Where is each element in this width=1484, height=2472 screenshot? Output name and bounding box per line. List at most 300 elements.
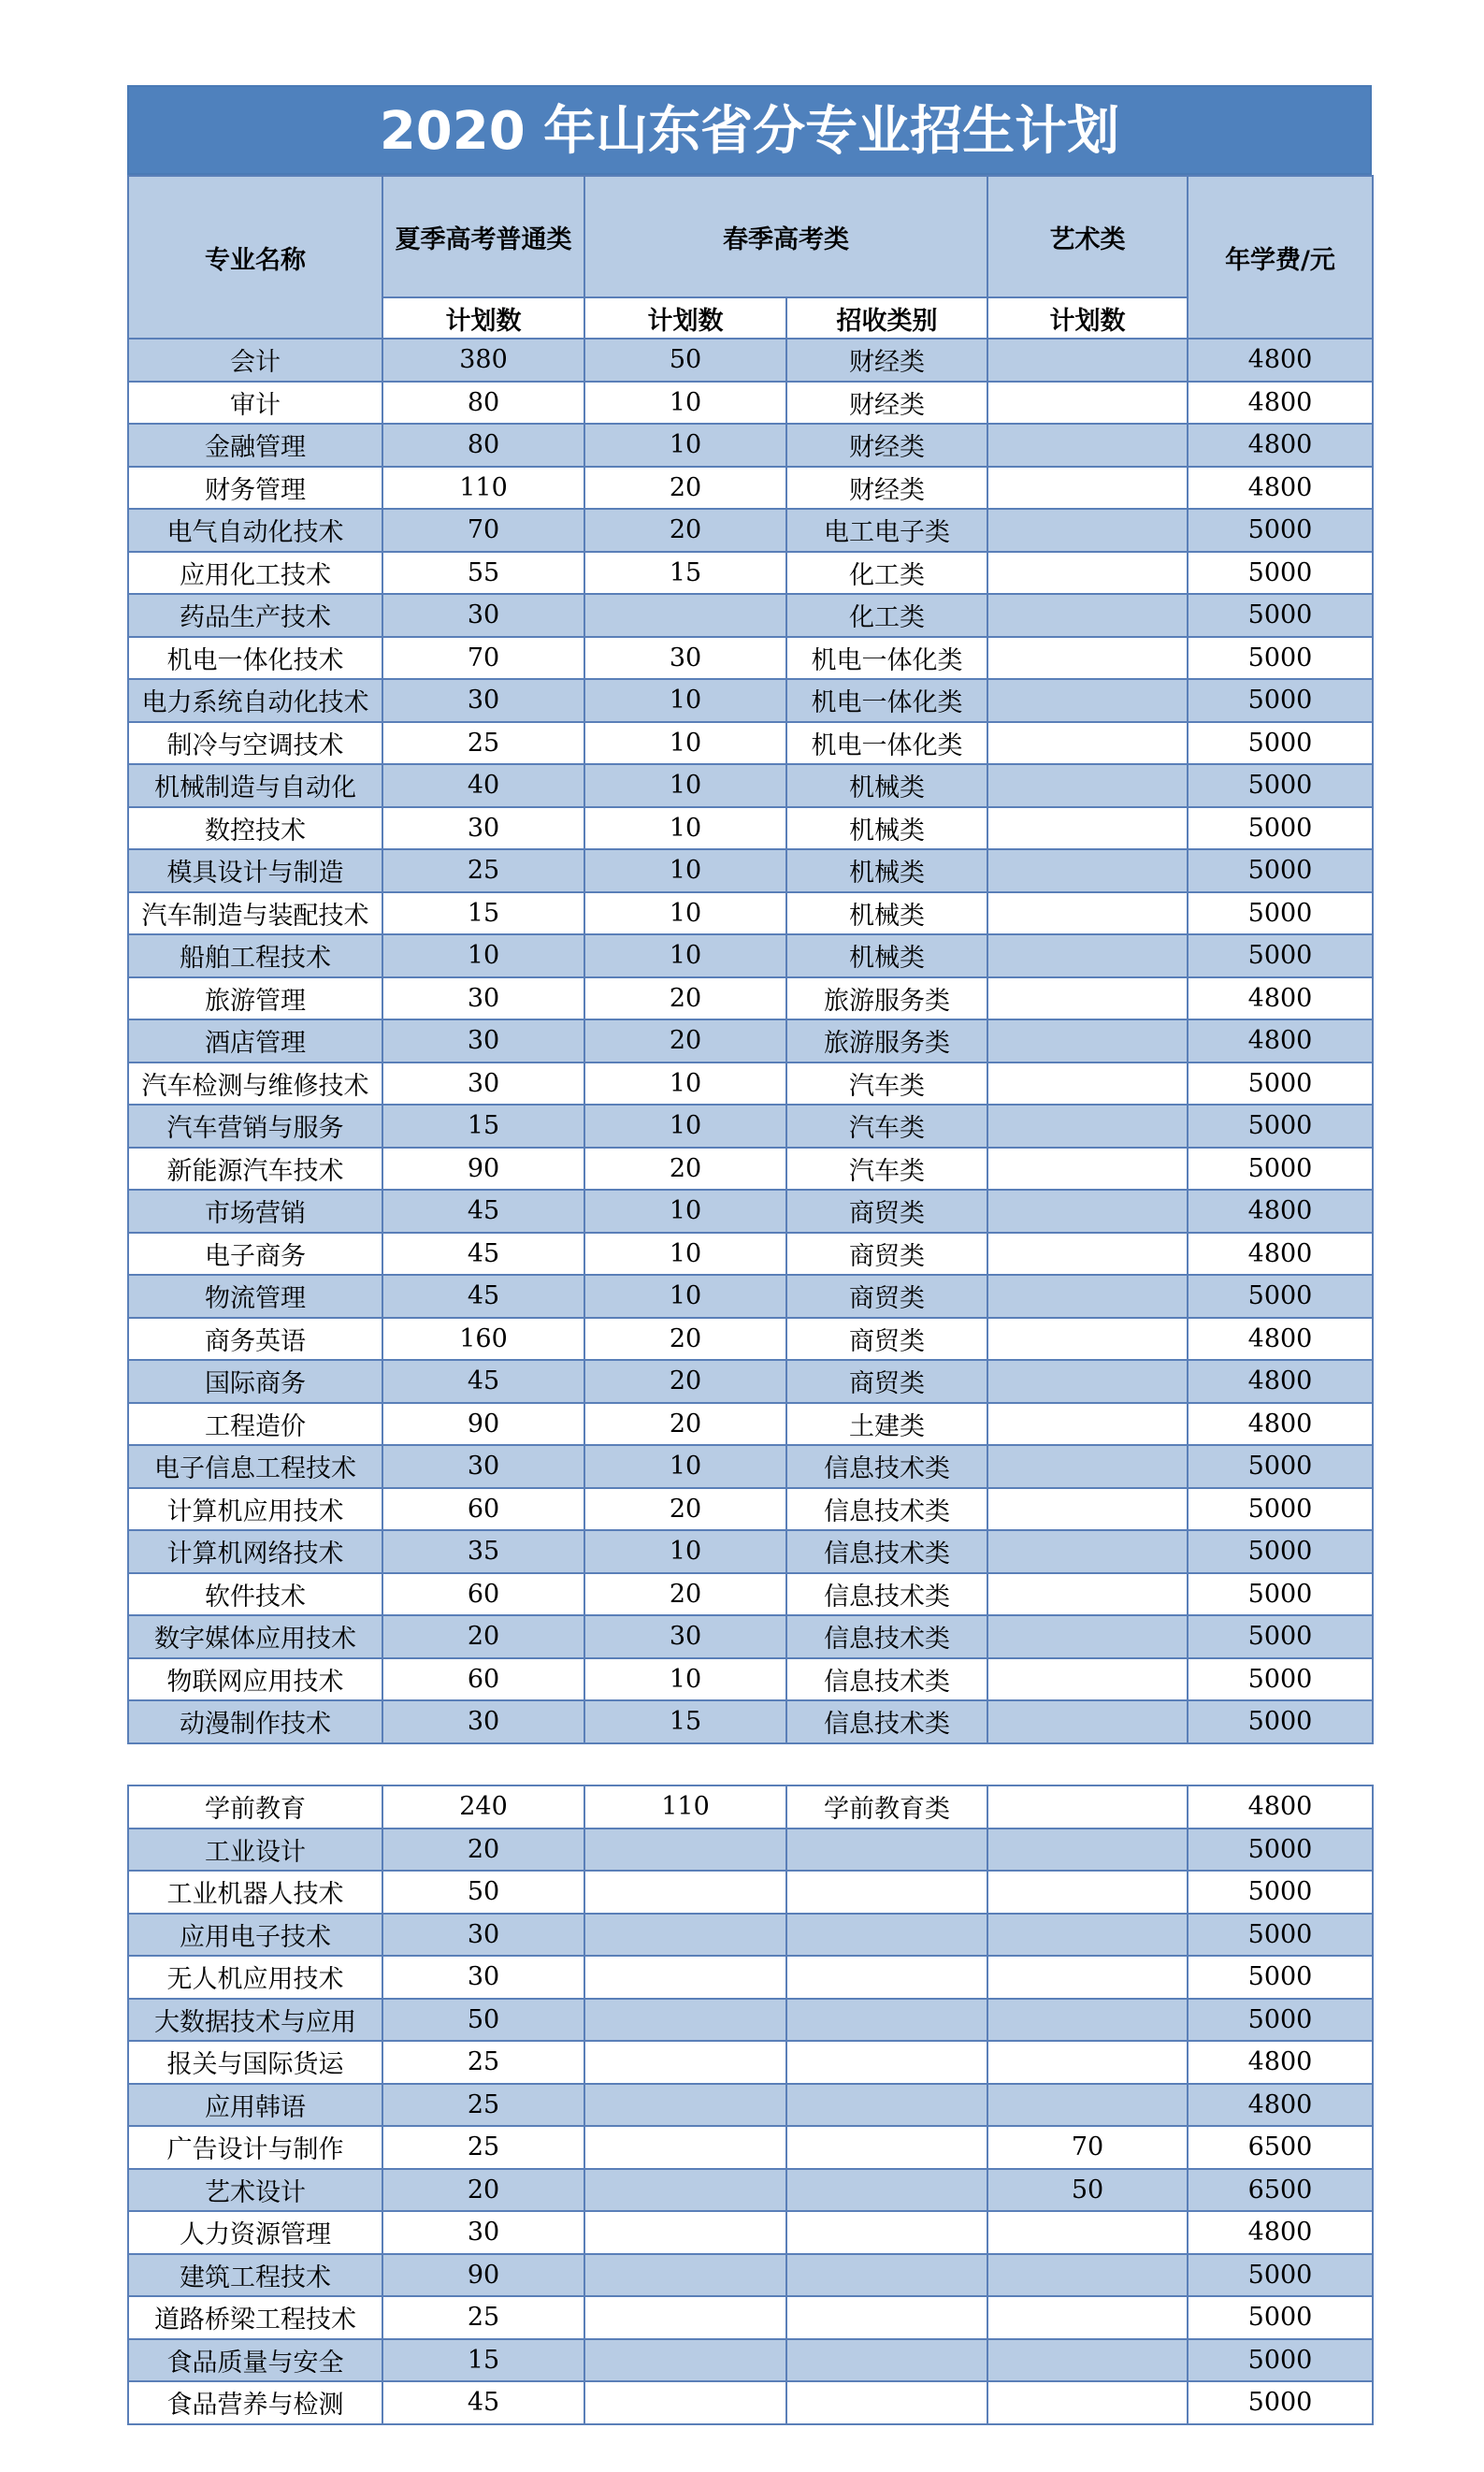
table-row [128, 1360, 1373, 1403]
major-cell: 食品质量与安全 [128, 2339, 382, 2382]
table-row [128, 1190, 1373, 1233]
summer-plan-cell: 110 [382, 467, 584, 510]
art-plan-cell [987, 2254, 1188, 2297]
summer-plan-cell: 60 [382, 1573, 584, 1616]
fee-cell: 4800 [1188, 382, 1373, 425]
fee-cell: 5000 [1188, 2296, 1373, 2339]
table-row [128, 594, 1373, 637]
table-row [128, 2126, 1373, 2169]
spring-category-cell: 机械类 [786, 764, 987, 807]
art-plan-cell [987, 509, 1188, 552]
spring-category-cell [786, 2084, 987, 2127]
fee-cell: 5000 [1188, 1914, 1373, 1957]
spring-category-cell [786, 1956, 987, 1999]
table-row [128, 1105, 1373, 1148]
major-cell: 工业设计 [128, 1829, 382, 1872]
fee-cell: 5000 [1188, 934, 1373, 977]
major-cell: 人力资源管理 [128, 2211, 382, 2254]
art-plan-cell [987, 1019, 1188, 1063]
spring-plan-cell: 10 [584, 1190, 786, 1233]
spring-category-cell [786, 1999, 987, 2042]
spring-category-cell: 商贸类 [786, 1275, 987, 1318]
spring-plan-cell: 20 [584, 1488, 786, 1531]
table-row [128, 2339, 1373, 2382]
table-row [128, 637, 1373, 680]
spring-category-cell [786, 2254, 987, 2297]
fee-cell: 5000 [1188, 892, 1373, 935]
major-cell: 报关与国际货运 [128, 2041, 382, 2084]
spring-plan-cell: 10 [584, 1233, 786, 1276]
art-plan-cell [987, 2381, 1188, 2424]
table-row [128, 1658, 1373, 1701]
spring-category-cell: 信息技术类 [786, 1700, 987, 1743]
summer-plan-cell: 80 [382, 424, 584, 467]
section-gap [128, 1743, 1373, 1786]
fee-cell: 4800 [1188, 977, 1373, 1020]
spring-category-cell [786, 2339, 987, 2382]
major-cell: 食品营养与检测 [128, 2381, 382, 2424]
table-row [128, 1063, 1373, 1106]
summer-plan-cell: 90 [382, 1403, 584, 1446]
art-plan-cell [987, 1445, 1188, 1488]
summer-plan-cell: 30 [382, 1914, 584, 1957]
spring-plan-cell: 50 [584, 339, 786, 382]
summer-plan-cell: 40 [382, 764, 584, 807]
summer-plan-cell: 20 [382, 1829, 584, 1872]
table-row [128, 1233, 1373, 1276]
summer-plan-cell: 30 [382, 2211, 584, 2254]
fee-cell: 5000 [1188, 1615, 1373, 1658]
art-plan-cell [987, 1785, 1188, 1829]
summer-plan-cell: 20 [382, 1615, 584, 1658]
art-plan-cell [987, 2211, 1188, 2254]
summer-plan-cell: 30 [382, 1956, 584, 1999]
fee-cell: 6500 [1188, 2169, 1373, 2212]
fee-cell: 5000 [1188, 1700, 1373, 1743]
major-cell: 制冷与空调技术 [128, 722, 382, 765]
major-cell: 会计 [128, 339, 382, 382]
art-plan-cell [987, 1999, 1188, 2042]
spring-plan-cell: 20 [584, 1318, 786, 1361]
major-cell: 建筑工程技术 [128, 2254, 382, 2297]
major-cell: 机械制造与自动化 [128, 764, 382, 807]
summer-plan-cell: 25 [382, 2084, 584, 2127]
art-plan-cell [987, 594, 1188, 637]
major-cell: 汽车制造与装配技术 [128, 892, 382, 935]
art-plan-cell [987, 722, 1188, 765]
spring-category-cell: 商贸类 [786, 1190, 987, 1233]
table-row [128, 1615, 1373, 1658]
major-cell: 电力系统自动化技术 [128, 679, 382, 722]
art-plan-cell [987, 339, 1188, 382]
summer-plan-cell: 30 [382, 679, 584, 722]
summer-plan-cell: 80 [382, 382, 584, 425]
enrollment-sheet [127, 85, 1372, 2425]
spring-category-cell [786, 2211, 987, 2254]
fee-cell: 5000 [1188, 849, 1373, 892]
major-cell: 商务英语 [128, 1318, 382, 1361]
art-plan-cell [987, 1275, 1188, 1318]
enrollment-table [127, 175, 1374, 2425]
fee-cell: 4800 [1188, 2084, 1373, 2127]
major-cell: 学前教育 [128, 1785, 382, 1829]
summer-plan-cell: 45 [382, 1275, 584, 1318]
art-plan-cell [987, 807, 1188, 850]
summer-plan-cell: 25 [382, 2041, 584, 2084]
table-row [128, 382, 1373, 425]
spring-plan-cell: 10 [584, 722, 786, 765]
section-gap-cell [128, 1743, 1373, 1786]
major-cell: 动漫制作技术 [128, 1700, 382, 1743]
art-plan-header: 计划数 [987, 297, 1188, 339]
spring-plan-cell [584, 2169, 786, 2212]
table-row [128, 2296, 1373, 2339]
art-plan-cell [987, 1658, 1188, 1701]
major-cell: 审计 [128, 382, 382, 425]
fee-cell: 5000 [1188, 552, 1373, 595]
summer-plan-cell: 15 [382, 1105, 584, 1148]
major-cell: 金融管理 [128, 424, 382, 467]
table-row [128, 509, 1373, 552]
art-plan-cell [987, 637, 1188, 680]
table-row [128, 1148, 1373, 1191]
spring-category-cell: 商贸类 [786, 1318, 987, 1361]
spring-category-cell [786, 1914, 987, 1957]
spring-category-cell: 信息技术类 [786, 1530, 987, 1573]
spring-category-cell: 财经类 [786, 339, 987, 382]
fee-cell: 5000 [1188, 594, 1373, 637]
spring-category-cell: 机电一体化类 [786, 722, 987, 765]
art-plan-cell [987, 977, 1188, 1020]
art-plan-cell [987, 892, 1188, 935]
art-plan-cell [987, 1914, 1188, 1957]
spring-plan-cell [584, 1829, 786, 1872]
table-row [128, 1019, 1373, 1063]
spring-plan-cell [584, 2254, 786, 2297]
table-row [128, 467, 1373, 510]
table-row [128, 1829, 1373, 1872]
spring-plan-cell: 30 [584, 1615, 786, 1658]
fee-cell: 5000 [1188, 1829, 1373, 1872]
col-fee-header: 年学费/元 [1188, 176, 1373, 339]
spring-plan-cell: 10 [584, 424, 786, 467]
major-cell: 工程造价 [128, 1403, 382, 1446]
spring-category-cell: 商贸类 [786, 1233, 987, 1276]
spring-category-cell: 信息技术类 [786, 1615, 987, 1658]
art-plan-cell [987, 1530, 1188, 1573]
spring-plan-cell: 10 [584, 1105, 786, 1148]
major-cell: 模具设计与制造 [128, 849, 382, 892]
summer-plan-cell: 15 [382, 892, 584, 935]
summer-plan-cell: 45 [382, 1360, 584, 1403]
table-row [128, 1530, 1373, 1573]
art-plan-cell [987, 1573, 1188, 1616]
summer-plan-cell: 30 [382, 977, 584, 1020]
spring-plan-cell [584, 1956, 786, 1999]
art-plan-cell [987, 1700, 1188, 1743]
major-cell: 酒店管理 [128, 1019, 382, 1063]
spring-category-header: 招收类别 [786, 297, 987, 339]
spring-plan-cell: 20 [584, 1360, 786, 1403]
summer-plan-cell: 60 [382, 1658, 584, 1701]
fee-cell: 5000 [1188, 1105, 1373, 1148]
spring-plan-cell: 10 [584, 849, 786, 892]
fee-cell: 4800 [1188, 467, 1373, 510]
table-row [128, 977, 1373, 1020]
art-plan-cell [987, 1105, 1188, 1148]
fee-cell: 5000 [1188, 1871, 1373, 1914]
table-row [128, 1445, 1373, 1488]
table-body [128, 339, 1373, 2424]
summer-plan-cell: 30 [382, 594, 584, 637]
summer-plan-cell: 45 [382, 2381, 584, 2424]
major-cell: 电子商务 [128, 1233, 382, 1276]
spring-category-cell: 汽车类 [786, 1148, 987, 1191]
fee-cell: 4800 [1188, 1019, 1373, 1063]
table-row [128, 764, 1373, 807]
table-row [128, 1956, 1373, 1999]
spring-plan-cell: 10 [584, 807, 786, 850]
major-cell: 应用韩语 [128, 2084, 382, 2127]
fee-cell: 4800 [1188, 1785, 1373, 1829]
major-cell: 物流管理 [128, 1275, 382, 1318]
spring-plan-cell: 20 [584, 467, 786, 510]
art-plan-cell [987, 1829, 1188, 1872]
fee-cell: 5000 [1188, 1275, 1373, 1318]
spring-category-cell: 信息技术类 [786, 1658, 987, 1701]
art-plan-cell [987, 2296, 1188, 2339]
art-plan-cell [987, 1871, 1188, 1914]
summer-plan-cell: 25 [382, 849, 584, 892]
summer-plan-cell: 30 [382, 1700, 584, 1743]
major-cell: 无人机应用技术 [128, 1956, 382, 1999]
art-plan-cell [987, 764, 1188, 807]
summer-plan-cell: 90 [382, 2254, 584, 2297]
art-plan-cell [987, 1488, 1188, 1531]
art-plan-cell: 70 [987, 2126, 1188, 2169]
spring-category-cell: 电工电子类 [786, 509, 987, 552]
spring-plan-cell: 20 [584, 977, 786, 1020]
table-row [128, 849, 1373, 892]
spring-category-cell [786, 2126, 987, 2169]
art-plan-cell [987, 552, 1188, 595]
spring-category-cell: 旅游服务类 [786, 977, 987, 1020]
spring-plan-cell [584, 1871, 786, 1914]
art-plan-cell [987, 1360, 1188, 1403]
table-row [128, 2084, 1373, 2127]
spring-category-cell: 机电一体化类 [786, 679, 987, 722]
major-cell: 计算机网络技术 [128, 1530, 382, 1573]
art-plan-cell [987, 2041, 1188, 2084]
spring-plan-cell [584, 1914, 786, 1957]
spring-plan-header: 计划数 [584, 297, 786, 339]
summer-plan-cell: 20 [382, 2169, 584, 2212]
table-row [128, 552, 1373, 595]
spring-category-cell: 机械类 [786, 892, 987, 935]
fee-cell: 4800 [1188, 1233, 1373, 1276]
table-row [128, 424, 1373, 467]
table-row [128, 339, 1373, 382]
art-plan-cell [987, 1148, 1188, 1191]
fee-cell: 5000 [1188, 509, 1373, 552]
spring-plan-cell: 15 [584, 552, 786, 595]
major-cell: 新能源汽车技术 [128, 1148, 382, 1191]
spring-plan-cell: 30 [584, 637, 786, 680]
page-title: 2020 年山东省分专业招生计划 [127, 85, 1372, 175]
spring-category-cell: 财经类 [786, 382, 987, 425]
major-cell: 道路桥梁工程技术 [128, 2296, 382, 2339]
table-row [128, 722, 1373, 765]
fee-cell: 5000 [1188, 807, 1373, 850]
table-row [128, 1914, 1373, 1957]
art-plan-cell [987, 1403, 1188, 1446]
spring-plan-cell [584, 2381, 786, 2424]
summer-plan-cell: 70 [382, 509, 584, 552]
art-plan-cell [987, 2084, 1188, 2127]
summer-plan-cell: 45 [382, 1233, 584, 1276]
table-row [128, 1573, 1373, 1616]
table-row [128, 1275, 1373, 1318]
summer-plan-cell: 50 [382, 1999, 584, 2042]
spring-plan-cell: 10 [584, 1445, 786, 1488]
spring-plan-cell: 10 [584, 382, 786, 425]
spring-plan-cell [584, 2296, 786, 2339]
major-cell: 工业机器人技术 [128, 1871, 382, 1914]
summer-plan-cell: 380 [382, 339, 584, 382]
fee-cell: 4800 [1188, 2211, 1373, 2254]
summer-plan-cell: 25 [382, 2126, 584, 2169]
spring-plan-cell: 20 [584, 1573, 786, 1616]
fee-cell: 5000 [1188, 722, 1373, 765]
fee-cell: 5000 [1188, 1148, 1373, 1191]
art-plan-cell [987, 1956, 1188, 1999]
table-row [128, 807, 1373, 850]
spring-category-cell: 信息技术类 [786, 1488, 987, 1531]
art-plan-cell: 50 [987, 2169, 1188, 2212]
major-cell: 电气自动化技术 [128, 509, 382, 552]
spring-plan-cell: 10 [584, 1530, 786, 1573]
summer-plan-cell: 70 [382, 637, 584, 680]
fee-cell: 5000 [1188, 2339, 1373, 2382]
spring-plan-cell [584, 2041, 786, 2084]
major-cell: 数字媒体应用技术 [128, 1615, 382, 1658]
table-row [128, 1871, 1373, 1914]
fee-cell: 5000 [1188, 679, 1373, 722]
fee-cell: 5000 [1188, 1063, 1373, 1106]
spring-plan-cell: 20 [584, 1403, 786, 1446]
major-cell: 计算机应用技术 [128, 1488, 382, 1531]
fee-cell: 5000 [1188, 1999, 1373, 2042]
spring-category-cell: 学前教育类 [786, 1785, 987, 1829]
summer-plan-cell: 30 [382, 807, 584, 850]
art-plan-cell [987, 934, 1188, 977]
spring-category-cell: 财经类 [786, 467, 987, 510]
fee-cell: 4800 [1188, 1318, 1373, 1361]
spring-plan-cell [584, 2211, 786, 2254]
summer-plan-cell: 50 [382, 1871, 584, 1914]
table-row [128, 934, 1373, 977]
art-plan-cell [987, 382, 1188, 425]
summer-plan-cell: 30 [382, 1019, 584, 1063]
spring-category-cell [786, 2381, 987, 2424]
spring-category-cell [786, 1871, 987, 1914]
spring-plan-cell [584, 2339, 786, 2382]
summer-plan-cell: 25 [382, 722, 584, 765]
art-plan-cell [987, 1615, 1188, 1658]
spring-category-cell: 机电一体化类 [786, 637, 987, 680]
art-plan-cell [987, 1190, 1188, 1233]
major-cell: 国际商务 [128, 1360, 382, 1403]
summer-plan-cell: 15 [382, 2339, 584, 2382]
spring-plan-cell: 10 [584, 1063, 786, 1106]
fee-cell: 4800 [1188, 1403, 1373, 1446]
fee-cell: 5000 [1188, 764, 1373, 807]
summer-plan-cell: 10 [382, 934, 584, 977]
spring-plan-cell: 10 [584, 679, 786, 722]
spring-category-cell: 土建类 [786, 1403, 987, 1446]
table-row [128, 1403, 1373, 1446]
table-row [128, 679, 1373, 722]
art-plan-cell [987, 1318, 1188, 1361]
major-cell: 汽车检测与维修技术 [128, 1063, 382, 1106]
col-summer-header: 夏季高考普通类 [382, 176, 584, 297]
fee-cell: 4800 [1188, 2041, 1373, 2084]
major-cell: 物联网应用技术 [128, 1658, 382, 1701]
spring-category-cell: 化工类 [786, 552, 987, 595]
table-row [128, 2169, 1373, 2212]
major-cell: 药品生产技术 [128, 594, 382, 637]
spring-category-cell: 汽车类 [786, 1063, 987, 1106]
spring-category-cell: 机械类 [786, 849, 987, 892]
summer-plan-cell: 45 [382, 1190, 584, 1233]
spring-plan-cell: 10 [584, 764, 786, 807]
spring-plan-cell: 20 [584, 1019, 786, 1063]
spring-plan-cell [584, 594, 786, 637]
spring-category-cell: 机械类 [786, 807, 987, 850]
spring-category-cell: 财经类 [786, 424, 987, 467]
table-row [128, 1785, 1373, 1829]
spring-plan-cell [584, 2126, 786, 2169]
table-row [128, 2381, 1373, 2424]
spring-category-cell [786, 2041, 987, 2084]
summer-plan-cell: 55 [382, 552, 584, 595]
table-row [128, 1700, 1373, 1743]
spring-category-cell: 信息技术类 [786, 1573, 987, 1616]
spring-plan-cell: 110 [584, 1785, 786, 1829]
fee-cell: 5000 [1188, 1658, 1373, 1701]
table-row [128, 892, 1373, 935]
spring-category-cell [786, 2169, 987, 2212]
table-row [128, 1999, 1373, 2042]
summer-plan-cell: 160 [382, 1318, 584, 1361]
spring-plan-cell: 15 [584, 1700, 786, 1743]
major-cell: 艺术设计 [128, 2169, 382, 2212]
spring-plan-cell: 10 [584, 934, 786, 977]
major-cell: 船舶工程技术 [128, 934, 382, 977]
spring-category-cell: 信息技术类 [786, 1445, 987, 1488]
summer-plan-cell: 90 [382, 1148, 584, 1191]
fee-cell: 4800 [1188, 1360, 1373, 1403]
art-plan-cell [987, 849, 1188, 892]
table-row [128, 1318, 1373, 1361]
fee-cell: 5000 [1188, 1573, 1373, 1616]
fee-cell: 5000 [1188, 1488, 1373, 1531]
fee-cell: 4800 [1188, 1190, 1373, 1233]
major-cell: 大数据技术与应用 [128, 1999, 382, 2042]
major-cell: 市场营销 [128, 1190, 382, 1233]
major-cell: 应用化工技术 [128, 552, 382, 595]
summer-plan-cell: 240 [382, 1785, 584, 1829]
